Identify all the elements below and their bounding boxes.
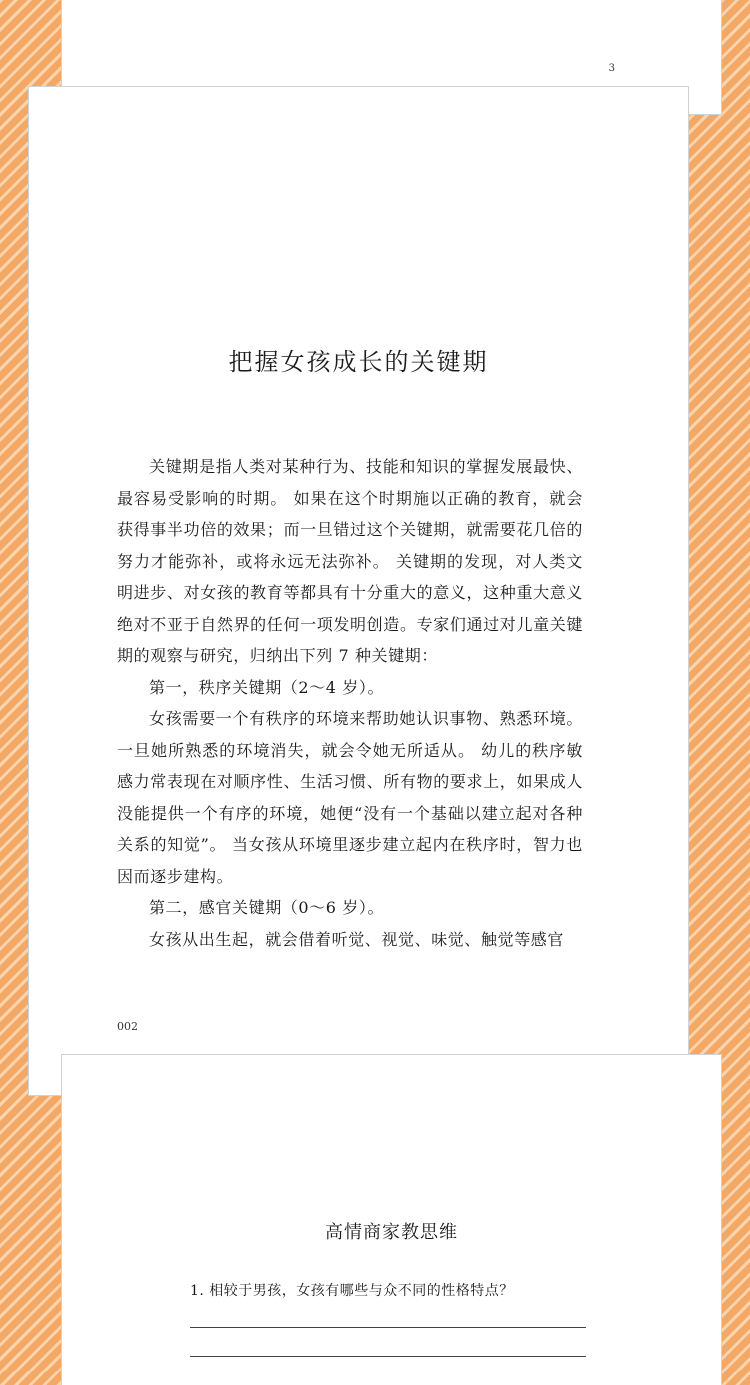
question: 1. 相较于男孩，女孩有哪些与众不同的性格特点？: [190, 1283, 514, 1299]
answer-line: [190, 1327, 586, 1328]
body-text: [117, 451, 583, 955]
page-number: 002: [117, 1020, 138, 1033]
chapter-title: 把握女孩成长的关键期: [228, 348, 489, 376]
section-title: 高情商家教思维: [325, 1222, 458, 1243]
page-number: 3: [608, 63, 615, 74]
paragraph: 第一，秩序关键期（2～4 岁）。: [149, 677, 385, 697]
paragraph: 第二，感官关键期（0～6 岁）。: [149, 898, 385, 917]
paragraph: 女孩从出生起，就会借着听觉、视觉、味觉、触觉等感官: [149, 929, 565, 949]
paragraph: 关键期是指人类对某种行为、技能和知识的掌握发展最快、最容易受影响的时期。 如果在这个时期施以正确的教育，就会获得事半功倍的效果；而一旦错过这个关键期，就需要花几倍的努力才能弥补，或将永远无法弥补。 关键期的发现，对人类文明进步、对女孩的教育等都具有十分重大的意义，这种重大意义绝对不亚于自然界的任何一项发明创造。专家们通过对儿童关键期的观察与研究，归纳出下列 7 种关键期：: [117, 457, 583, 665]
book-page: [29, 87, 688, 1095]
next-page: [62, 1055, 721, 1385]
answer-line: [190, 1356, 586, 1357]
paragraph: 女孩需要一个有秩序的环境来帮助她认识事物、熟悉环境。 一旦她所熟悉的环境消失，就会令她无所适从。 幼儿的秩序敏感力常表现在对顺序性、生活习惯、所有物的要求上，如果成人没能提供一个有序的环境，她便“没有一个基础以建立起对各种关系的知觉”。 当女孩从环境里逐步建立起内在秩序时，智力也因而逐步建构。: [117, 709, 583, 886]
